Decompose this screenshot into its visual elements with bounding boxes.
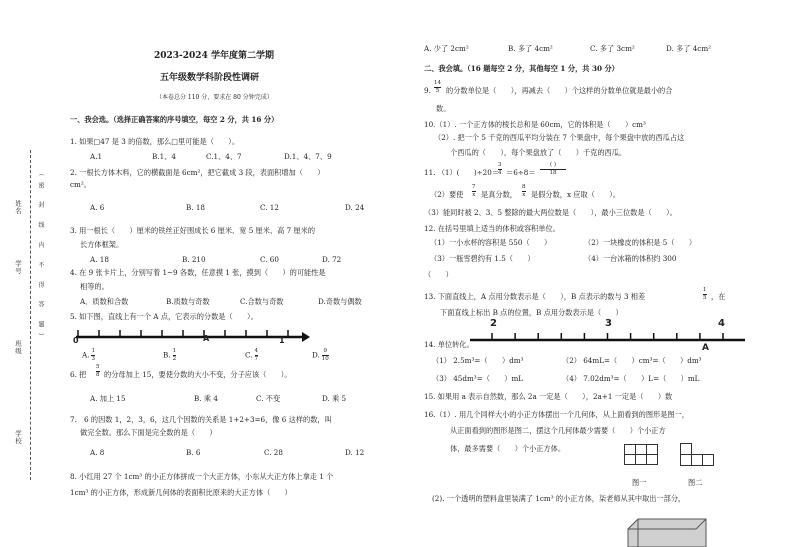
section-1-title: 一、我会选。（选择正确答案的序号填空，每空 2 分，共 16 分） (70, 115, 279, 124)
binding-school: 学校 (14, 430, 22, 445)
q5-opt-letter: D. (312, 350, 320, 360)
fig2-cell-3 (692, 455, 703, 466)
q7-opt-a: A. 8 (90, 448, 105, 457)
q12-tail: （ ） (424, 270, 453, 279)
q11-text-2c: 是假分数，x 应取（ ）。 (531, 190, 620, 199)
q11-frac2-den: 18 (540, 169, 566, 177)
binding-class: 班级 (14, 340, 22, 355)
q5-number-line (70, 325, 310, 355)
binding-line (30, 150, 31, 480)
figure-2-grid (680, 443, 714, 467)
q3-opt-b: B. 210 (182, 255, 206, 264)
q13-label-3: 3 (605, 318, 612, 329)
q5-label-1: 1 (279, 336, 285, 345)
q5-opt-letter: B. (163, 350, 171, 360)
q11-text-1: 11. （1）( )÷20＝ (424, 168, 500, 177)
q8-opt-b: B. 多了 4cm² (508, 44, 553, 53)
q2-opt-a: A. 6 (90, 203, 105, 212)
q10-text-2: （2）. 把一个 5 千克的西瓜平均分装在 7 个果盘中，每个果盘中放的西瓜占这 (434, 133, 685, 142)
box-body (628, 519, 706, 547)
q11-frac-3 (472, 184, 476, 199)
q5-frac-den: 7 (254, 356, 259, 362)
q2-opt-c: C. 12 (260, 203, 279, 212)
q7-opt-c: C. 28 (264, 448, 283, 457)
q2-text: 2. 一根长方体木料，它的横截面是 6cm²，把它截成 3 段，表面积增加（ ） (70, 168, 325, 177)
q11-frac-1 (498, 162, 502, 177)
figure-2-caption: 图二 (688, 478, 703, 487)
q12-text: 12. 在括号里填上适当的体积或容积单位。 (424, 224, 560, 233)
q13-label-2: 2 (490, 318, 497, 329)
page-title: 2023-2024 学年度第二学期 (154, 51, 274, 61)
exam-note: （本卷总分 110 分，要求在 80 分钟完成） (156, 94, 273, 101)
q15-text: 15. 如果用 a 表示自然数，那么 2a 一定是（ ），2a+1 一定是（ ）数 (424, 392, 673, 401)
q16-text-2: 从正面看到的图形是图二，摆这个几何体最少需要（ ）个小正方 (450, 426, 666, 435)
q1-opt-a: A.1 (90, 152, 103, 161)
q8-opt-a: A. 少了 2cm² (424, 44, 469, 53)
q10-text-3: 个西瓜的（ ），每个果盘放了（ ）千克的西瓜。 (450, 148, 627, 157)
q14-item-2: （2） 64mL=（ ）cm³=（ ）dm³ (562, 356, 702, 365)
q6-opt-d: D. 乘 5 (322, 394, 347, 403)
q11-frac4-num: 8 (522, 184, 526, 190)
q6-opt-c: C. 不变 (256, 394, 281, 403)
q11-frac1-num: 3 (498, 162, 502, 168)
q5-line-arrow (302, 332, 310, 342)
q5-opt-d (312, 348, 329, 363)
q4-opt-b: B.质数与奇数 (166, 297, 210, 306)
q5-opt-fraction (255, 348, 259, 363)
q6-opt-a: A. 加上 15 (90, 394, 126, 403)
q13-frac-den: 5 (703, 295, 707, 301)
q5-opt-fraction (91, 348, 95, 363)
q5-opt-b (163, 348, 176, 363)
q8-opt-c: C. 多了 3cm² (590, 44, 635, 53)
q13-text: 13. 下面直线上，A 点用分数表示是（ ），B 点表示的数与 3 相差 (424, 292, 646, 301)
q5-text: 5. 如下图，直线上有一个 A 点，它表示的分数是（ ）。 (70, 312, 258, 321)
q16-text-3: 体，最多需要（ ）个小正方体。 (450, 444, 566, 453)
fig2-cell-2 (681, 455, 692, 466)
q5-frac-den: 3 (91, 356, 95, 362)
q9-frac-num: 14 (434, 80, 441, 86)
q1-opt-b: B.1、4 (152, 152, 176, 161)
q5-opt-letter: A. (82, 350, 90, 360)
q8-text: 8. 小红用 27 个 1cm³ 的小正方体拼成一个大正方体，小东从大正方体上拿走 1 个 (70, 472, 334, 481)
q1-opt-d: D.1、4、7、9 (284, 152, 332, 161)
q12-item-2: （2）一块橡皮的体积是 5（ ） (584, 238, 697, 247)
q5-frac-num: 4 (254, 348, 259, 354)
q6-opt-b: B. 乘 4 (194, 394, 218, 403)
q14-text: 14. 单位转化。 (424, 340, 474, 349)
q13-text-2: 下面直线上标出 B 点的位置，B 点用分数表示是（ ） (440, 308, 623, 317)
q8-opt-d: D. 多了 4cm² (666, 44, 712, 53)
q9-text: 的分数单位是（ ），再减去（ ）个这样的分数单位就是最小的合 (446, 86, 673, 95)
page-subtitle: 五年级数学科阶段性调研 (160, 73, 260, 83)
q9-fraction (434, 80, 441, 95)
fig2-cell-4 (703, 455, 714, 466)
q4-opt-d: D.奇数与偶数 (318, 297, 362, 306)
q3-opt-c: C. 60 (260, 255, 279, 264)
q4-text-2: 相等的。 (80, 282, 109, 291)
q5-opt-fraction (173, 348, 177, 363)
q7-text-2: 做完全数。那么下面是完全数的是（ ） (80, 428, 217, 437)
q11-text-2: （2）要使 (430, 190, 464, 199)
binding-student-no: 学号 (14, 260, 22, 275)
q4-opt-c: C.合数与奇数 (240, 297, 284, 306)
q1-text: 1. 如果□47 是 3 的倍数，那么□里可能是（ ）。 (70, 137, 240, 146)
q12-item-4: （4）一台冰箱的体积约 300 (584, 254, 677, 263)
q6-text-b: 的分母加上 15，要使分数的大小不变，分子应该（ ）。 (104, 370, 292, 379)
q16-text-1: 16.（1）. 用几个同样大小的小正方体摆出一个几何体，从上面看到的图形是图一， (424, 410, 689, 419)
transparent-box-illustration (628, 517, 708, 547)
q7-opt-b: B. 6 (186, 448, 201, 457)
q11-frac1-den: 4 (498, 170, 502, 176)
q11-frac4-den: x (522, 192, 526, 198)
q5-label-a: A (203, 334, 210, 343)
q11-frac-4 (522, 184, 526, 199)
q13-text-b: ，在 (711, 292, 726, 301)
q13-label-4: 4 (718, 318, 725, 329)
q9-frac-den: 5 (435, 88, 440, 94)
q2-opt-b: B. 18 (186, 203, 205, 212)
q16-text-4: (2). 一个透明的塑料盒里装满了 1cm³ 的小正方体，柒老师从其中取出一部分， (432, 494, 686, 503)
q3-text-2: 长方体框架。 (80, 240, 124, 249)
q11-text-1b: ＝6÷8＝ (506, 168, 536, 177)
figure-1-grid (624, 444, 658, 465)
q12-item-3: （3）一瓶雪碧约有 1.5（ ） (430, 254, 535, 263)
q13-label-a: A (702, 343, 709, 353)
q9-text-2: 数。 (436, 104, 451, 113)
q2-text-2: cm²。 (70, 180, 91, 189)
q9-number: 9. (424, 86, 431, 95)
q6-fraction (96, 364, 100, 379)
q12-item-1: （1）一小水杯的容积是 550（ ） (430, 238, 552, 247)
q5-frac-num: 1 (91, 348, 95, 354)
fig2-cell-1 (681, 444, 692, 455)
q5-label-0: 0 (73, 336, 79, 345)
q2-opt-d: D. 24 (345, 203, 365, 212)
q5-opt-fraction (322, 348, 329, 363)
q5-frac-den: 2 (172, 356, 177, 362)
q14-item-3: （3） 45dm³=（ ）mL (432, 374, 524, 383)
q5-opt-a (82, 348, 95, 363)
q14-item-4: （4） 7.02dm³=（ ）L=（ ）mL (562, 374, 700, 383)
q13-frac-num: 1 (703, 287, 707, 293)
q11-frac3-num: 7 (472, 184, 476, 190)
q6-text-a: 6. 把 (70, 370, 87, 379)
q4-opt-a: A．质数和合数 (80, 297, 129, 306)
q13-fraction (703, 287, 707, 302)
q11-frac3-den: x (472, 192, 476, 198)
q5-opt-letter: C. (245, 350, 253, 360)
q6-frac-den: 8 (96, 372, 100, 378)
q3-text: 3. 用一根长（ ）厘米的铁丝正好围成长 6 厘米、宽 5 厘米、高 7 厘米的 (70, 226, 316, 235)
binding-name: 姓名 (14, 200, 22, 215)
q14-item-1: （1） 2.5m³=（ ）dm³ (432, 356, 524, 365)
q8-text-2: 1cm³ 的小正方体，形成新几何体的表面积比原来的大正方体（ ） (70, 488, 292, 497)
q11-text-2b: 是真分数， (481, 190, 517, 199)
figure-1-caption: 图一 (632, 478, 647, 487)
q10-text-1: 10.（1）. 一个正方体的棱长总和是 60cm，它的体积是（ ）cm³ (424, 120, 646, 129)
q4-text: 4. 在 9 张卡片上，分别写着 1~9 各数，任意摸 1 张，摸到（ ）的可能性是 (70, 268, 326, 277)
q5-frac-num: 9 (323, 348, 328, 354)
q7-opt-d: D. 12 (345, 448, 365, 457)
q7-text: 7. 6 的因数 1，2，3，6，这几个因数的关系是 1+2+3=6，像 6 这样的数，叫 (70, 415, 332, 424)
q5-opt-c (245, 348, 258, 363)
q3-opt-d: D. 72 (322, 255, 342, 264)
q11-text-3: （3）能同时被 2、3、5 整除的最大两位数是（ ），最小三位数是（ ）。 (424, 208, 677, 217)
binding-seal-text: （密 封 线 内 不 得 答 题） (37, 170, 44, 346)
q5-frac-den: 10 (321, 356, 329, 362)
q11-frac-2 (540, 162, 566, 177)
q1-opt-c: C.1、4、7 (206, 152, 242, 161)
q11-frac2-num: ( ) (549, 162, 557, 168)
q6-frac-num: 5 (96, 364, 100, 370)
section-2-title: 二、我会填。（16 题每空 2 分，其他每空 1 分，共 30 分） (424, 64, 619, 73)
q5-frac-num: 1 (172, 348, 177, 354)
q3-opt-a: A. 18 (90, 255, 109, 264)
